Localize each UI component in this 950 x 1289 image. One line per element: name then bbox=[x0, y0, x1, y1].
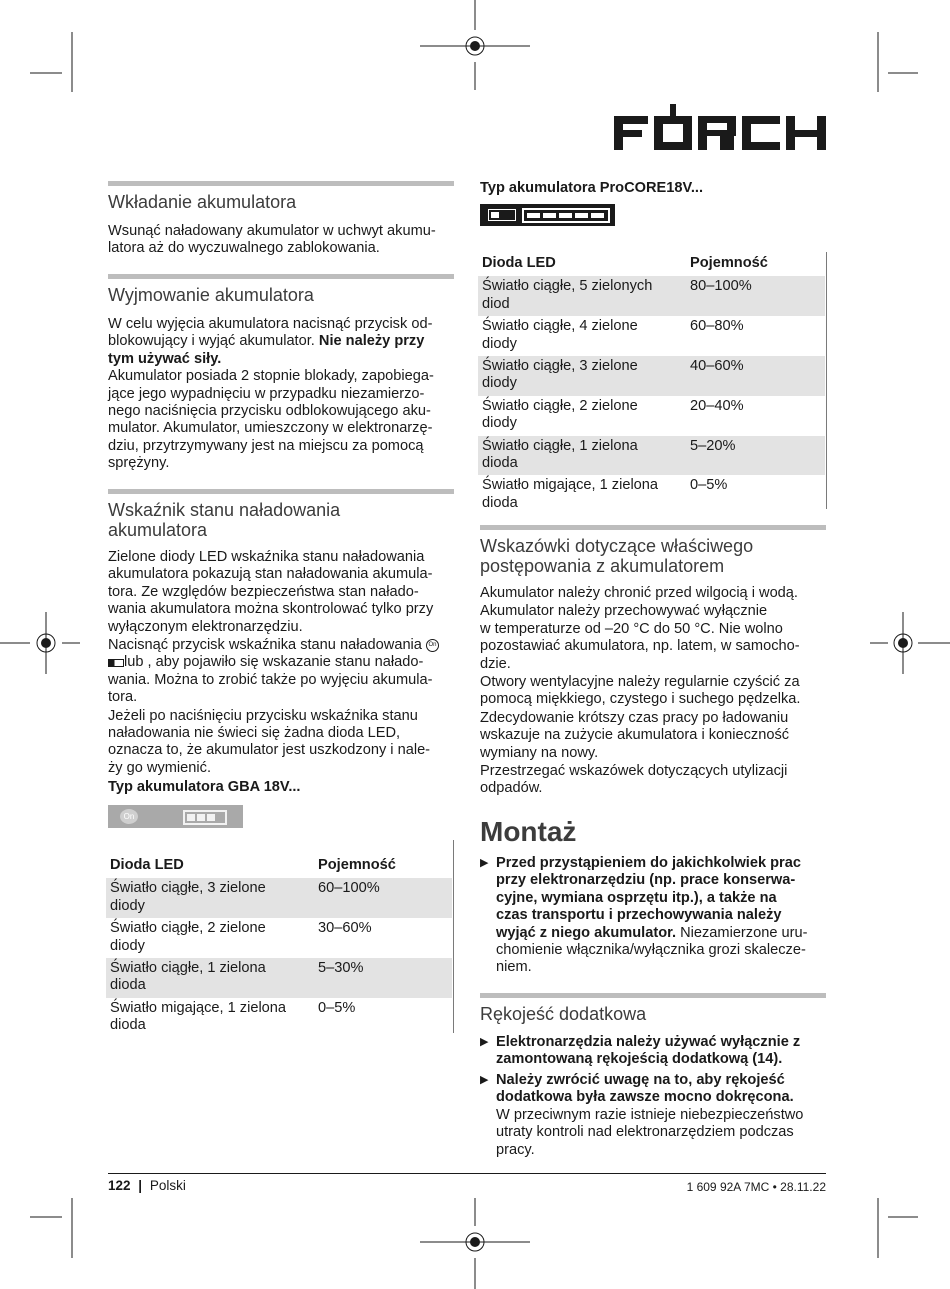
document-code: 1 609 92A 7MC • 28.11.22 bbox=[686, 1180, 826, 1194]
warning-text: tym używać siły. bbox=[108, 350, 222, 367]
led-state: Światło migające, 1 zielona bbox=[110, 999, 287, 1016]
led-state: diody bbox=[482, 335, 517, 352]
text-line: Akumulator należy przechowywać wyłącznie bbox=[480, 603, 768, 620]
text-line: naładowania nie świeci się żadna dioda LED, bbox=[108, 725, 401, 742]
table-row bbox=[106, 958, 452, 998]
heading-line: postępowania z akumulatorem bbox=[480, 556, 725, 576]
led-state: Światło migające, 1 zielona bbox=[482, 477, 659, 494]
col-header-led: Dioda LED bbox=[482, 255, 556, 271]
warning-text: Przed przystąpieniem do jakichkolwiek prac bbox=[496, 855, 801, 871]
text-line: lub , aby pojawiło się wskazanie stanu nałado- bbox=[124, 654, 424, 671]
led-state: Światło ciągłe, 2 zielone bbox=[110, 920, 266, 937]
text-line: blokowujący i wyjąć akumulator. bbox=[108, 333, 315, 350]
table-row bbox=[106, 918, 452, 958]
text-line: W przeciwnym razie istnieje niebezpieczeństwo bbox=[496, 1106, 804, 1123]
text-line: Akumulator posiada 2 stopnie blokady, zapobiega- bbox=[108, 368, 434, 385]
battery-led-icon bbox=[522, 208, 610, 223]
table-row bbox=[478, 475, 825, 515]
capacity-value: 0–5% bbox=[690, 477, 728, 494]
battery-led-icon bbox=[183, 810, 227, 825]
warning-text: dodatkowa była zawsze mocno dokręcona. bbox=[496, 1089, 794, 1106]
led-state: diody bbox=[110, 897, 145, 914]
text-line: wania. Można to zrobić także po wyjęciu akumula- bbox=[108, 671, 433, 688]
text-line: akumulatora pokazują stan naładowania akumula- bbox=[108, 566, 433, 583]
charge-indicator-text bbox=[108, 549, 454, 797]
text-line: odpadów. bbox=[480, 780, 543, 797]
text-line: chomienie włącznika/wyłącznika grozi skalecze- bbox=[496, 942, 806, 959]
on-button-icon: On bbox=[120, 809, 138, 824]
text-line: Wsunąć naładowany akumulator w uchwyt akumu- bbox=[108, 223, 436, 239]
footer-page-info bbox=[108, 1178, 186, 1193]
warning-text: cyjne, wymiana osprzętu itp.), a także na bbox=[496, 889, 777, 906]
battery-type-label: Typ akumulatora ProCORE18V... bbox=[480, 180, 704, 196]
text-line: dzie. bbox=[480, 655, 511, 672]
list-item bbox=[480, 1072, 826, 1162]
col-header-capacity: Pojemność bbox=[318, 857, 396, 873]
capacity-value: 30–60% bbox=[318, 920, 372, 937]
footer-rule bbox=[108, 1173, 826, 1174]
table-row bbox=[478, 316, 825, 356]
led-state: diody bbox=[482, 375, 517, 392]
text-line: Otwory wentylacyjne należy regularnie czyścić za bbox=[480, 674, 800, 691]
capacity-value: 60–80% bbox=[690, 318, 744, 335]
remove-text bbox=[108, 316, 454, 473]
battery-handling-text bbox=[480, 585, 826, 798]
col-header-led: Dioda LED bbox=[110, 857, 184, 873]
separator: | bbox=[138, 1178, 143, 1193]
heading-charge-indicator bbox=[108, 489, 454, 540]
capacity-value: 60–100% bbox=[314, 878, 452, 918]
led-state: dioda bbox=[110, 977, 146, 994]
text-line: pozostawiać akumulatora, np. latem, w samocho- bbox=[480, 638, 800, 655]
warning-text: Nie należy przy bbox=[318, 333, 425, 350]
text-line: jące jego wypadnięciu w przypadku niezamierzo- bbox=[108, 385, 425, 402]
warning-text: Należy zwrócić uwagę na to, aby rękojeść bbox=[496, 1072, 785, 1088]
warning-text: czas transportu i przechowywania należy bbox=[496, 907, 782, 924]
text-line: Zielone diody LED wskaźnika stanu naładowania bbox=[108, 549, 425, 565]
arrow-right-icon: ▶ bbox=[480, 857, 489, 869]
capacity-value: 40–60% bbox=[686, 356, 825, 396]
led-state: diody bbox=[482, 415, 517, 432]
led-state: Światło ciągłe, 3 zielone bbox=[110, 880, 266, 897]
text-line: pracy. bbox=[496, 1141, 535, 1158]
text-line: tora. bbox=[108, 689, 138, 706]
battery-small-icon bbox=[488, 209, 516, 221]
table-row bbox=[106, 998, 452, 1038]
text-line: mulator. Akumulator, umieszczony w elektronarzę- bbox=[108, 420, 433, 437]
led-state: Światło ciągłe, 5 zielonych bbox=[482, 278, 653, 295]
text-line: w temperaturze od –20 °C do 50 °C. Nie wolno bbox=[480, 620, 783, 637]
capacity-value: 5–20% bbox=[686, 436, 825, 476]
heading-battery-handling bbox=[480, 525, 826, 576]
col-header-capacity: Pojemność bbox=[690, 255, 768, 271]
text-line: Jeżeli po naciśnięciu przycisku wskaźnika stanu bbox=[108, 707, 418, 724]
text-line: Zdecydowanie krótszy czas pracy po ładowaniu bbox=[480, 709, 789, 726]
text-line: niem. bbox=[496, 959, 532, 976]
procore-indicator-image bbox=[480, 204, 615, 226]
capacity-value: 20–40% bbox=[690, 397, 744, 414]
text-line: wymiany na nowy. bbox=[480, 744, 599, 761]
on-button-icon: On bbox=[426, 639, 439, 652]
gba-indicator-image bbox=[108, 805, 243, 828]
text-line: pomocą miękkiego, czystego i suchego pędzelka. bbox=[480, 691, 801, 708]
table-row bbox=[478, 356, 825, 396]
forch-logo bbox=[612, 102, 828, 154]
table-row bbox=[106, 878, 452, 918]
list-item bbox=[480, 855, 826, 980]
text-line: wania akumulatora można skontrolować tylko przy bbox=[108, 601, 434, 618]
table-border bbox=[826, 252, 827, 509]
text-line: ży go wymienić. bbox=[108, 759, 211, 776]
battery-type-label: Typ akumulatora GBA 18V... bbox=[108, 779, 301, 796]
warning-text: wyjąć z niego akumulator. bbox=[496, 924, 677, 941]
led-state: dioda bbox=[110, 1017, 146, 1034]
capacity-value: 5–30% bbox=[314, 958, 452, 998]
procore-led-table bbox=[478, 251, 825, 515]
warning-text: przy elektronarzędziu (np. prace konserwa- bbox=[496, 872, 796, 889]
heading-removing-battery: Wyjmowanie akumulatora bbox=[108, 274, 454, 305]
led-state: Światło ciągłe, 2 zielone bbox=[482, 397, 638, 414]
heading-line: Wskazówki dotyczące właściwego bbox=[480, 536, 754, 556]
text-line: W celu wyjęcia akumulatora nacisnąć przycisk od- bbox=[108, 316, 433, 332]
led-state: Światło ciągłe, 1 zielona bbox=[482, 437, 638, 454]
heading-auxiliary-handle: Rękojeść dodatkowa bbox=[480, 993, 826, 1024]
text-line: Akumulator należy chronić przed wilgocią i wodą. bbox=[480, 585, 798, 601]
heading-line: akumulatora bbox=[108, 520, 208, 540]
arrow-right-icon: ▶ bbox=[480, 1074, 489, 1086]
led-state: Światło ciągłe, 3 zielone bbox=[482, 358, 638, 375]
text-line: utraty kontroli nad elektronarzędziem podczas bbox=[496, 1124, 794, 1141]
capacity-value: 0–5% bbox=[318, 999, 356, 1016]
text-line: tora. Ze względów bezpieczeństwa stan nałado- bbox=[108, 583, 419, 600]
heading-inserting-battery: Wkładanie akumulatora bbox=[108, 181, 454, 212]
text-line: wyłączonym elektronarzędziu. bbox=[108, 618, 303, 635]
gba-led-table bbox=[106, 853, 452, 1038]
text-line: latora aż do wyczuwalnego zablokowania. bbox=[108, 240, 380, 257]
text-line: wskazuje na zużycie akumulatora i konieczność bbox=[480, 727, 790, 744]
text-line: Niezamierzone uru- bbox=[680, 924, 808, 941]
page-number: 122 bbox=[108, 1178, 131, 1193]
warning-text: zamontowaną rękojeścią dodatkową (14). bbox=[496, 1051, 783, 1068]
text-line: nego naciśnięcia przycisku odblokowującego aku- bbox=[108, 403, 431, 420]
led-state: Światło ciągłe, 1 zielona bbox=[110, 960, 266, 977]
section-title-mounting: Montaż bbox=[480, 816, 577, 847]
led-state: Światło ciągłe, 4 zielone bbox=[482, 318, 638, 335]
insert-text bbox=[108, 223, 436, 258]
warning-text: Elektronarzędzia należy używać wyłącznie z bbox=[496, 1034, 801, 1050]
table-border bbox=[453, 840, 454, 1033]
text-line: Przestrzegać wskazówek dotyczących utylizacji bbox=[480, 763, 788, 780]
led-state: dioda bbox=[482, 455, 518, 472]
list-item bbox=[480, 1034, 826, 1070]
led-state: dioda bbox=[482, 494, 518, 511]
text-line: Nacisnąć przycisk wskaźnika stanu naładowania bbox=[108, 637, 422, 654]
text-line: dziu, przytrzymywany jest na miejscu za pomocą bbox=[108, 437, 424, 454]
table-row bbox=[478, 276, 825, 316]
table-row bbox=[478, 396, 825, 436]
capacity-value: 80–100% bbox=[686, 276, 825, 316]
battery-small-icon bbox=[108, 659, 124, 667]
led-state: diody bbox=[110, 937, 145, 954]
led-state: diod bbox=[482, 295, 510, 312]
language-label: Polski bbox=[149, 1178, 186, 1193]
heading-line: Wskaźnik stanu naładowania bbox=[108, 500, 341, 520]
table-row bbox=[478, 436, 825, 476]
text-line: sprężyny. bbox=[108, 455, 170, 472]
arrow-right-icon: ▶ bbox=[480, 1036, 489, 1048]
text-line: oznacza to, że akumulator jest uszkodzony i nale- bbox=[108, 742, 431, 759]
